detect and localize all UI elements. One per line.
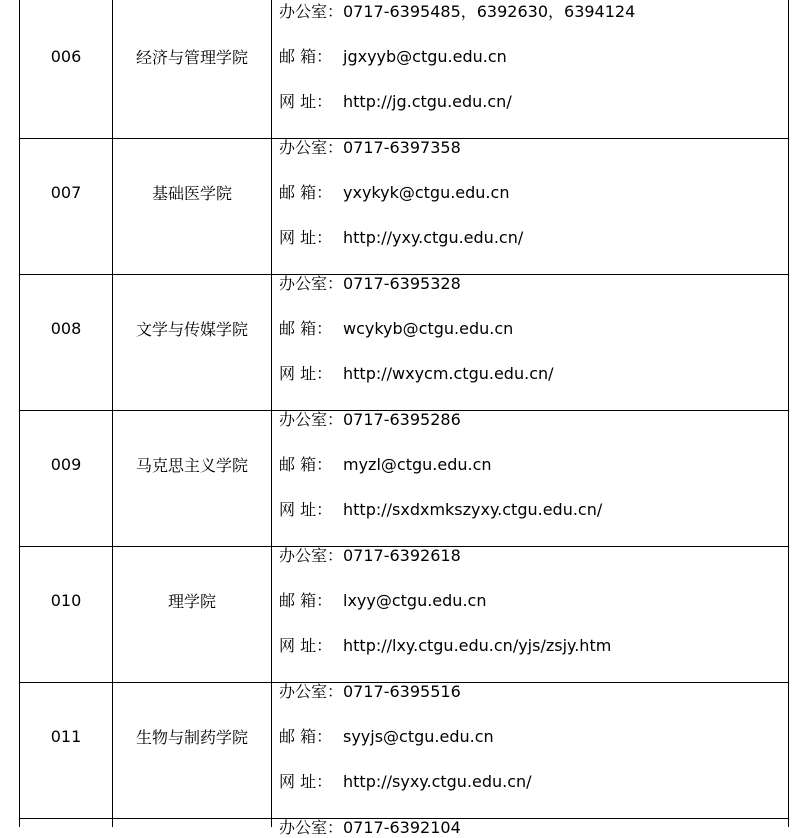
website-label: 网 址： [279,636,333,655]
table-border-col2 [271,0,272,827]
website-line [279,500,784,520]
email-link[interactable]: lxyy@ctgu.edu.cn [343,591,487,610]
email-link[interactable]: jgxyyb@ctgu.edu.cn [343,47,507,66]
email-label: 邮 箱： [279,319,333,338]
row-number: 011 [50,727,82,746]
row-number: 009 [50,455,82,474]
office-phone: 0717-6395286 [343,410,461,429]
office-label: 办公室： [279,138,344,157]
college-name: 理学院 [167,592,216,611]
website-label: 网 址： [279,500,333,519]
table-border-col1 [112,0,113,827]
email-line [279,591,784,611]
office-line [279,274,784,294]
website-line [279,228,784,248]
website-link[interactable]: http://sxdxmkszyxy.ctgu.edu.cn/ [343,500,603,519]
college-name: 文学与传媒学院 [135,320,248,339]
office-phone: 0717-6395516 [343,682,461,701]
office-label: 办公室： [279,818,344,837]
website-line [279,772,784,792]
website-line [279,364,784,384]
office-label: 办公室： [279,410,344,429]
row-number: 006 [50,47,82,66]
website-link[interactable]: http://yxy.ctgu.edu.cn/ [343,228,524,247]
email-link[interactable]: syyjs@ctgu.edu.cn [343,727,494,746]
website-label: 网 址： [279,228,333,247]
college-name: 生物与制药学院 [135,728,248,747]
office-phone: 0717-6392104 [343,818,461,837]
email-line [279,455,784,475]
email-link[interactable]: myzl@ctgu.edu.cn [343,455,492,474]
office-label: 办公室： [279,682,344,701]
website-line [279,636,784,656]
email-line [279,183,784,203]
website-link[interactable]: http://jg.ctgu.edu.cn/ [343,92,512,111]
row-number: 010 [50,591,82,610]
row-number: 007 [50,183,82,202]
email-line [279,727,784,747]
office-phone: 0717-6397358 [343,138,461,157]
email-label: 邮 箱： [279,47,333,66]
office-line [279,410,784,430]
office-label: 办公室： [279,546,344,565]
office-phone: 0717-6392618 [343,546,461,565]
email-label: 邮 箱： [279,727,333,746]
website-link[interactable]: http://syxy.ctgu.edu.cn/ [343,772,532,791]
row-number: 008 [50,319,82,338]
website-link[interactable]: http://wxycm.ctgu.edu.cn/ [343,364,554,383]
email-label: 邮 箱： [279,455,333,474]
office-line [279,546,784,566]
email-link[interactable]: wcykyb@ctgu.edu.cn [343,319,514,338]
office-line [279,682,784,702]
office-label: 办公室： [279,274,344,293]
email-line [279,47,784,67]
office-line [279,2,784,22]
email-line [279,319,784,339]
office-phone: 0717-6395328 [343,274,461,293]
office-phone: 0717-6395485，6392630，6394124 [343,2,636,21]
college-name: 基础医学院 [151,184,232,203]
office-label: 办公室： [279,2,344,21]
table-border-right [788,0,789,827]
website-label: 网 址： [279,364,333,383]
website-line [279,92,784,112]
office-line-partial [279,818,784,838]
email-label: 邮 箱： [279,183,333,202]
college-name: 经济与管理学院 [135,48,248,67]
email-link[interactable]: yxykyk@ctgu.edu.cn [343,183,510,202]
college-name: 马克思主义学院 [135,456,248,475]
website-link[interactable]: http://lxy.ctgu.edu.cn/yjs/zsjy.htm [343,636,612,655]
email-label: 邮 箱： [279,591,333,610]
table-border-left [19,0,20,827]
website-label: 网 址： [279,772,333,791]
website-label: 网 址： [279,92,333,111]
office-line [279,138,784,158]
